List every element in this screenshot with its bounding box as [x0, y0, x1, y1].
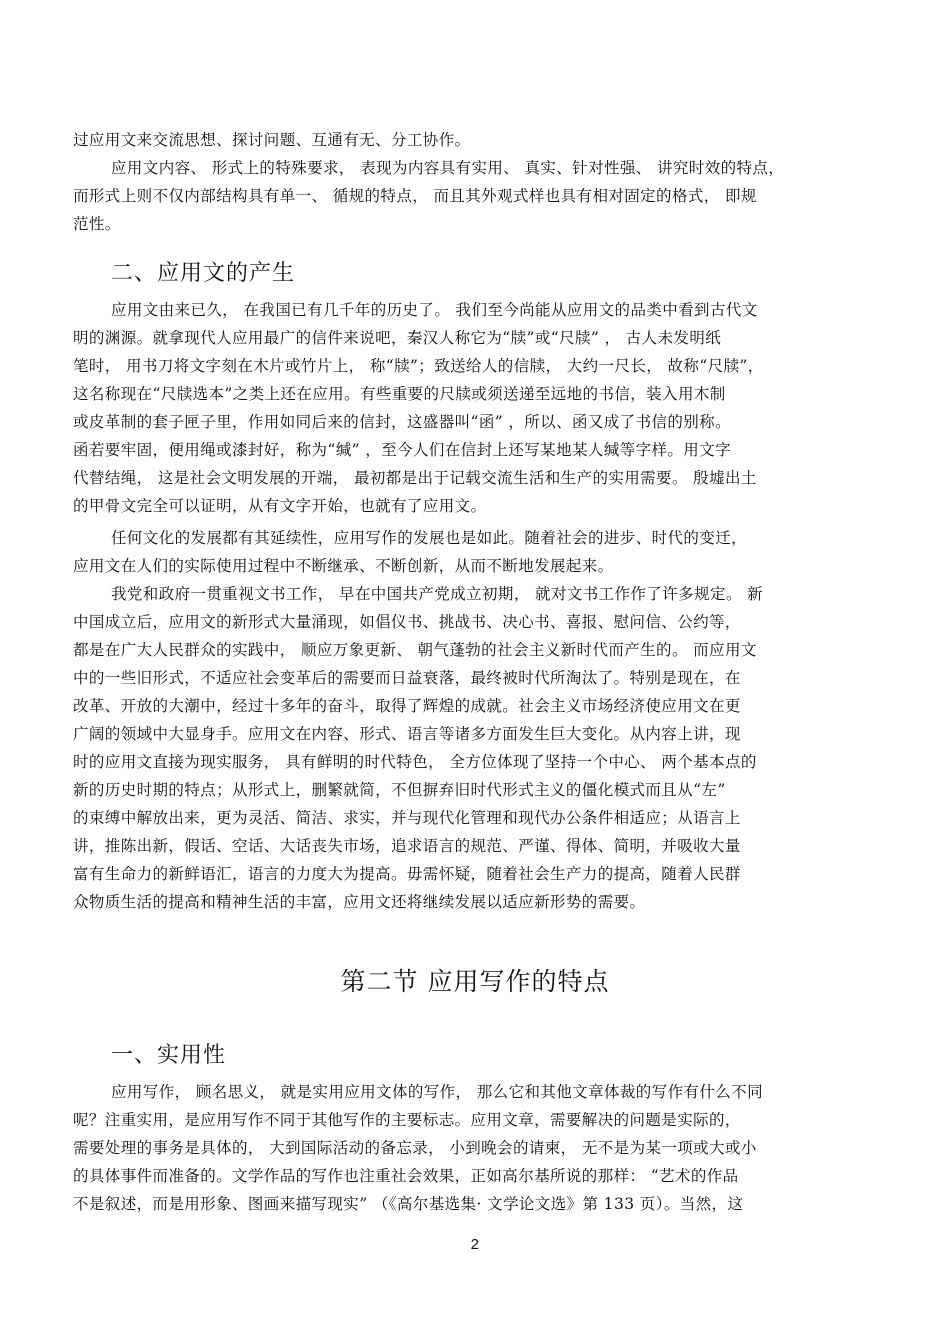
- paragraph-line: 富有生命力的新鲜语汇，语言的力度大为提高。毋需怀疑，随着社会生产力的提高，随着人民群: [73, 865, 741, 883]
- paragraph-line: 的甲骨文完全可以证明，从有文字开始，也就有了应用文。: [73, 497, 487, 515]
- section-title: 第二节 应用写作的特点: [340, 967, 610, 996]
- paragraph-line: 都是在广大人民群众的实践中， 顺应万象更新、 朝气蓬勃的社会主义新时代而产生的。 而应用文: [73, 641, 757, 659]
- paragraph-line: 应用文由来已久， 在我国已有几千年的历史了。 我们至今尚能从应用文的品类中看到古代文: [111, 301, 758, 319]
- paragraph-line: 而形式上则不仅内部结构具有单一、 循规的特点， 而且其外观式样也具有相对固定的格式， 即规: [73, 187, 757, 205]
- paragraph-line: 中的一些旧形式，不适应社会变革后的需要而日益衰落，最终被时代所淘汰了。特别是现在，在: [73, 669, 741, 687]
- paragraph-line: 新的历史时期的特点；从形式上，删繁就简，不但摒弃旧时代形式主义的僵化模式而且从“左”: [73, 781, 726, 799]
- paragraph-line: 我党和政府一贯重视文书工作， 早在中国共产党成立初期， 就对文书工作作了许多规定。 新: [111, 585, 763, 603]
- paragraph-line: 讲，推陈出新，假话、空话、大话丧失市场，追求语言的规范、严谨、得体、简明，并吸收大量: [73, 837, 741, 855]
- paragraph-line: 代替结绳， 这是社会文明发展的开端， 最初都是出于记载交流生活和生产的实用需要。 殷墟出土: [73, 469, 757, 487]
- paragraph-line: 过应用文来交流思想、探讨问题、互通有无、分工协作。: [73, 131, 471, 149]
- paragraph-line: 中国成立后，应用文的新形式大量涌现，如倡仪书、挑战书、决心书、喜报、慰问信、公约等，: [73, 613, 741, 631]
- paragraph-line: 众物质生活的提高和精神生活的丰富，应用文还将继续发展以适应新形势的需要。: [73, 893, 646, 911]
- section-heading: 二、应用文的产生: [111, 261, 296, 286]
- paragraph-line: 需要处理的事务是具体的， 大到国际活动的备忘录， 小到晚会的请柬， 无不是为某一项或大或小: [73, 1139, 757, 1157]
- paragraph-line: 不是叙述，而是用形象、图画来描写现实” （《高尔基选集· 文学论文选》第 133 页）。当然，这: [73, 1195, 744, 1213]
- paragraph-line: 这名称现在“尺牍选本”之类上还在应用。有些重要的尺牍或须送递至远地的书信，装入用木制: [73, 385, 726, 403]
- paragraph-line: 任何文化的发展都有其延续性，应用写作的发展也是如此。随着社会的进步、时代的变迁，: [111, 529, 748, 547]
- paragraph-line: 明的渊源。就拿现代人应用最广的信件来说吧，秦汉人称它为“牍”或“尺牍” ， 古人未发明纸: [73, 329, 722, 347]
- paragraph-line: 应用文在人们的实际使用过程中不断继承、不断创新，从而不断地发展起来。: [73, 557, 614, 575]
- paragraph-line: 的具体事件而准备的。文学作品的写作也注重社会效果，正如高尔基所说的那样： “艺术的作品: [73, 1167, 739, 1185]
- section-heading: 一、实用性: [111, 1043, 227, 1068]
- paragraph-line: 的束缚中解放出来，更为灵活、简洁、求实，并与现代化管理和现代办公条件相适应；从语言上: [73, 809, 741, 827]
- paragraph-line: 时的应用文直接为现实服务， 具有鲜明的时代特色， 全方位体现了坚持一个中心、 两个基本点的: [73, 753, 757, 771]
- paragraph-line: 函若要牢固，便用绳或漆封好，称为“缄” ，至今人们在信封上还写某地某人缄等字样。用文字: [73, 441, 731, 459]
- paragraph-line: 改革、开放的大潮中，经过十多年的奋斗，取得了辉煌的成就。社会主义市场经济使应用文在更: [73, 697, 741, 715]
- paragraph-line: 应用写作， 顾名思义， 就是实用应用文体的写作， 那么它和其他文章体裁的写作有什么不同: [111, 1083, 763, 1101]
- paragraph-line: 广阔的领域中大显身手。应用文在内容、形式、语言等诸多方面发生巨大变化。从内容上讲，现: [73, 725, 741, 743]
- paragraph-line: 范性。: [73, 215, 121, 233]
- paragraph-line: 或皮革制的套子匣子里，作用如同后来的信封，这盛器叫“函” ，所以、函又成了书信的别称。: [73, 413, 731, 431]
- paragraph-line: 应用文内容、 形式上的特殊要求， 表现为内容具有实用、 真实、针对性强、 讲究时效的特点，: [111, 159, 785, 177]
- paragraph-line: 笔时， 用书刀将文字刻在木片或竹片上， 称“牍”；致送给人的信牍， 大约一尺长， 故称“尺牍”，: [73, 357, 764, 375]
- paragraph-line: 呢？注重实用，是应用写作不同于其他写作的主要标志。应用文章，需要解决的问题是实际的，: [73, 1111, 741, 1129]
- page-number: 2: [470, 1236, 480, 1253]
